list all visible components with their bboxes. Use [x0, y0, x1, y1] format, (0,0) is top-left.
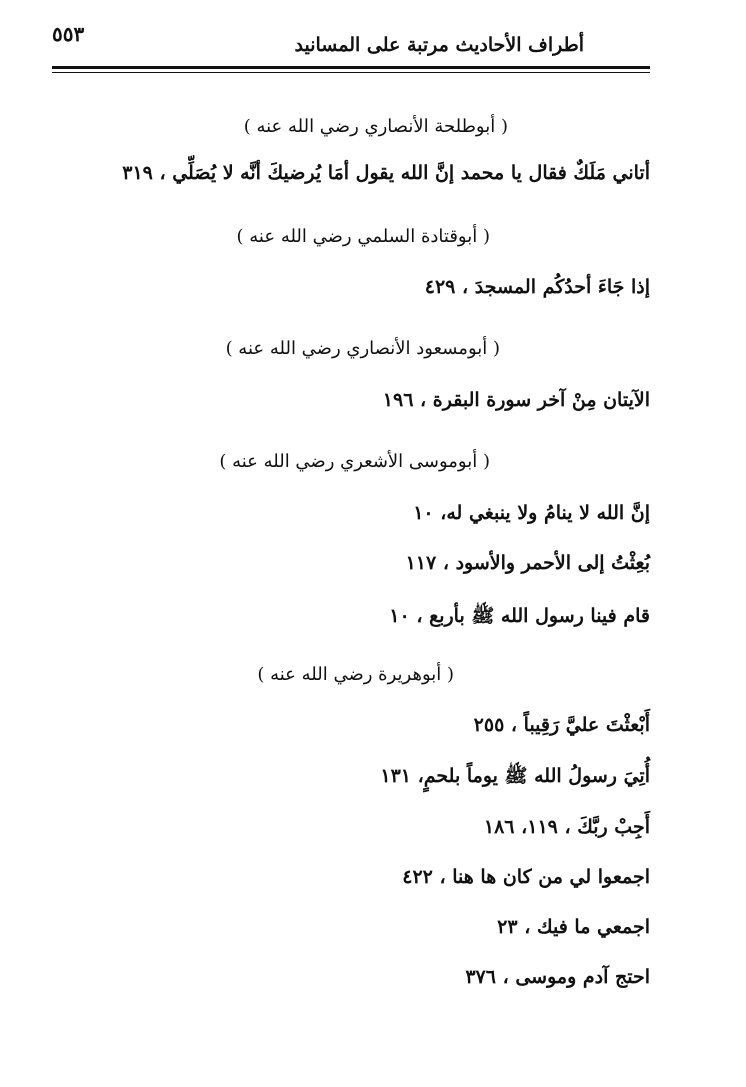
hadith-entry: قام فينا رسول الله ﷺ بأربع ، ١٠ — [389, 605, 650, 627]
hadith-entry: أَجِبْ ربَّكَ ، ١١٩، ١٨٦ — [483, 816, 650, 838]
hadith-entry: بُعِثْتُ إلى الأحمر والأسود ، ١١٧ — [405, 552, 650, 574]
hadith-entry: اجمعوا لي من كان ها هنا ، ٤٢٢ — [402, 866, 650, 888]
hadith-entry: أَبْعثْتَ عليَّ رَقِيباً ، ٢٥٥ — [473, 714, 650, 736]
section-heading: ( أبوطلحة الأنصاري رضي الله عنه ) — [243, 116, 508, 137]
section-heading: ( أبوهريرة رضي الله عنه ) — [257, 664, 454, 685]
hadith-entry: إنَّ الله لا ينامُ ولا ينبغي له، ١٠ — [413, 502, 650, 524]
hadith-entry: اجمعي ما فيك ، ٢٣ — [497, 916, 650, 938]
hadith-entry: أتاني مَلَكٌ فقال يا محمد إنَّ الله يقول أمَا يُرضيكَ أنَّه لا يُصَلِّي ، ٣١٩ — [122, 162, 650, 184]
section-heading: ( أبومسعود الأنصاري رضي الله عنه ) — [225, 338, 500, 359]
hadith-entry: الآيتان مِنْ آخر سورة البقرة ، ١٩٦ — [382, 389, 650, 411]
hadith-entry: احتج آدم وموسى ، ٣٧٦ — [465, 966, 650, 988]
hadith-entry: أُتِيَ رسولُ الله ﷺ يوماً بلحمٍ، ١٣١ — [380, 765, 650, 787]
page-number: ٥٥٣ — [52, 22, 85, 46]
section-heading: ( أبوقتادة السلمي رضي الله عنه ) — [236, 226, 490, 247]
header-rule-thin — [52, 72, 650, 73]
hadith-entry: إذا جَاءَ أحدُكُم المسجدَ ، ٤٢٩ — [424, 276, 650, 298]
header-rule-thick — [52, 66, 650, 69]
running-title: أطراف الأحاديث مرتبة على المسانيد — [294, 34, 584, 56]
section-heading: ( أبوموسى الأشعري رضي الله عنه ) — [219, 451, 490, 472]
